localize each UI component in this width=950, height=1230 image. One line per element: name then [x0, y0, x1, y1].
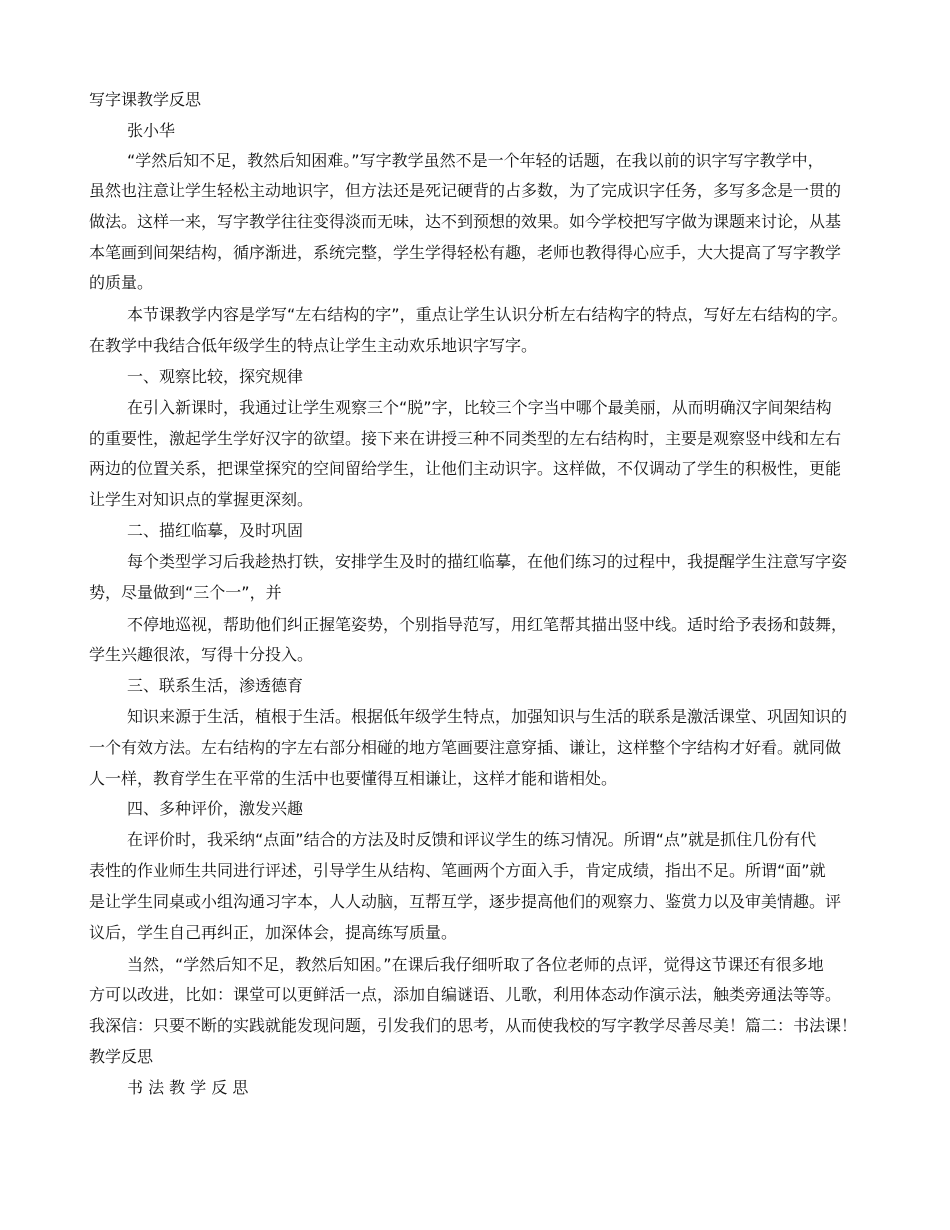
- text-line: 我深信：只要不断的实践就能发现问题，引发我们的思考，从而使我校的写字教学尽善尽美！篇二：书法课！: [89, 1016, 858, 1035]
- text-line: 在教学中我结合低年级学生的特点让学生主动欢乐地识字写字。: [89, 336, 538, 355]
- section-heading: 四、多种评价，激发兴趣: [127, 799, 304, 818]
- text-line: 做法。这样一来，写字教学往往变得淡而无味，达不到预想的效果。如今学校把写字做为课题来讨论，从基: [89, 212, 842, 231]
- text-line: 两边的位置关系，把课堂探究的空间留给学生，让他们主动识字。这样做，不仅调动了学生的积极性，更能: [89, 459, 842, 478]
- author-name: 张小华: [127, 121, 176, 140]
- text-line: 每个类型学习后我趁热打铁，安排学生及时的描红临摹，在他们练习的过程中，我提醒学生注意写字姿: [127, 552, 848, 571]
- text-line: 是让学生同桌或小组沟通习字本，人人动脑，互帮互学，逐步提高他们的观察力、鉴赏力以及审美情趣。评: [89, 892, 842, 911]
- text-line: 在评价时，我采纳“点面”结合的方法及时反馈和评议学生的练习情况。所谓“点”就是抓住几份有代: [127, 830, 817, 849]
- text-line: “学然后知不足，教然后知困难。”写字教学虽然不是一个年轻的话题，在我以前的识字写字教学中，: [127, 151, 824, 170]
- text-line: 本节课教学内容是学写“左右结构的字”，重点让学生认识分析左右结构字的特点，写好左右结构的字。: [127, 305, 848, 324]
- text-line: 本笔画到间架结构，循序渐进，系统完整，学生学得轻松有趣，老师也教得得心应手，大大提高了写字教学: [89, 243, 842, 262]
- text-line: 在引入新课时，我通过让学生观察三个“脱”字，比较三个字当中哪个最美丽，从而明确汉字间架结构: [127, 398, 832, 417]
- text-line: 一个有效方法。左右结构的字左右部分相碰的地方笔画要注意穿插、谦让，这样整个字结构才好看。就同做: [89, 738, 842, 757]
- document-title: 写字课教学反思: [89, 90, 202, 109]
- text-line: 教学反思: [89, 1047, 154, 1066]
- text-line: 势，尽量做到“三个一”，并: [89, 583, 282, 602]
- text-line: 让学生对知识点的掌握更深刻。: [89, 490, 314, 509]
- text-line: 议后，学生自己再纠正，加深体会，提高练写质量。: [89, 923, 458, 942]
- text-line: 表性的作业师生共同进行评述，引导学生从结构、笔画两个方面入手，肯定成绩，指出不足。所谓“面”就: [89, 861, 826, 880]
- text-line: 的重要性，激起学生学好汉字的欲望。接下来在讲授三种不同类型的左右结构时，主要是观察竖中线和左右: [89, 429, 842, 448]
- text-line: 的质量。: [89, 273, 154, 292]
- text-line: 不停地巡视，帮助他们纠正握笔姿势，个别指导范写，用红笔帮其描出竖中线。适时给予表扬和鼓舞，: [127, 615, 848, 634]
- text-line: 学生兴趣很浓，写得十分投入。: [89, 645, 314, 664]
- section-heading: 一、观察比较，探究规律: [127, 367, 304, 386]
- text-line: 虽然也注意让学生轻松主动地识字，但方法还是死记硬背的占多数，为了完成识字任务，多写多念是一贯的: [89, 181, 842, 200]
- section-heading: 三、联系生活，渗透德育: [127, 676, 304, 695]
- section-heading: 二、描红临摹，及时巩固: [127, 521, 304, 540]
- section-title: 书 法 教 学 反 思: [127, 1078, 249, 1097]
- text-line: 方可以改进，比如：课堂可以更鲜活一点，添加自编谜语、儿歌，利用体态动作演示法，触类旁通法等等。: [89, 985, 842, 1004]
- text-line: 知识来源于生活，植根于生活。根据低年级学生特点，加强知识与生活的联系是激活课堂、巩固知识的: [127, 707, 848, 726]
- text-line: 当然，“学然后知不足，教然后知困。”在课后我仔细听取了各位老师的点评，觉得这节课还有很多地: [127, 955, 824, 974]
- text-line: 人一样，教育学生在平常的生活中也要懂得互相谦让，这样才能和谐相处。: [89, 769, 618, 788]
